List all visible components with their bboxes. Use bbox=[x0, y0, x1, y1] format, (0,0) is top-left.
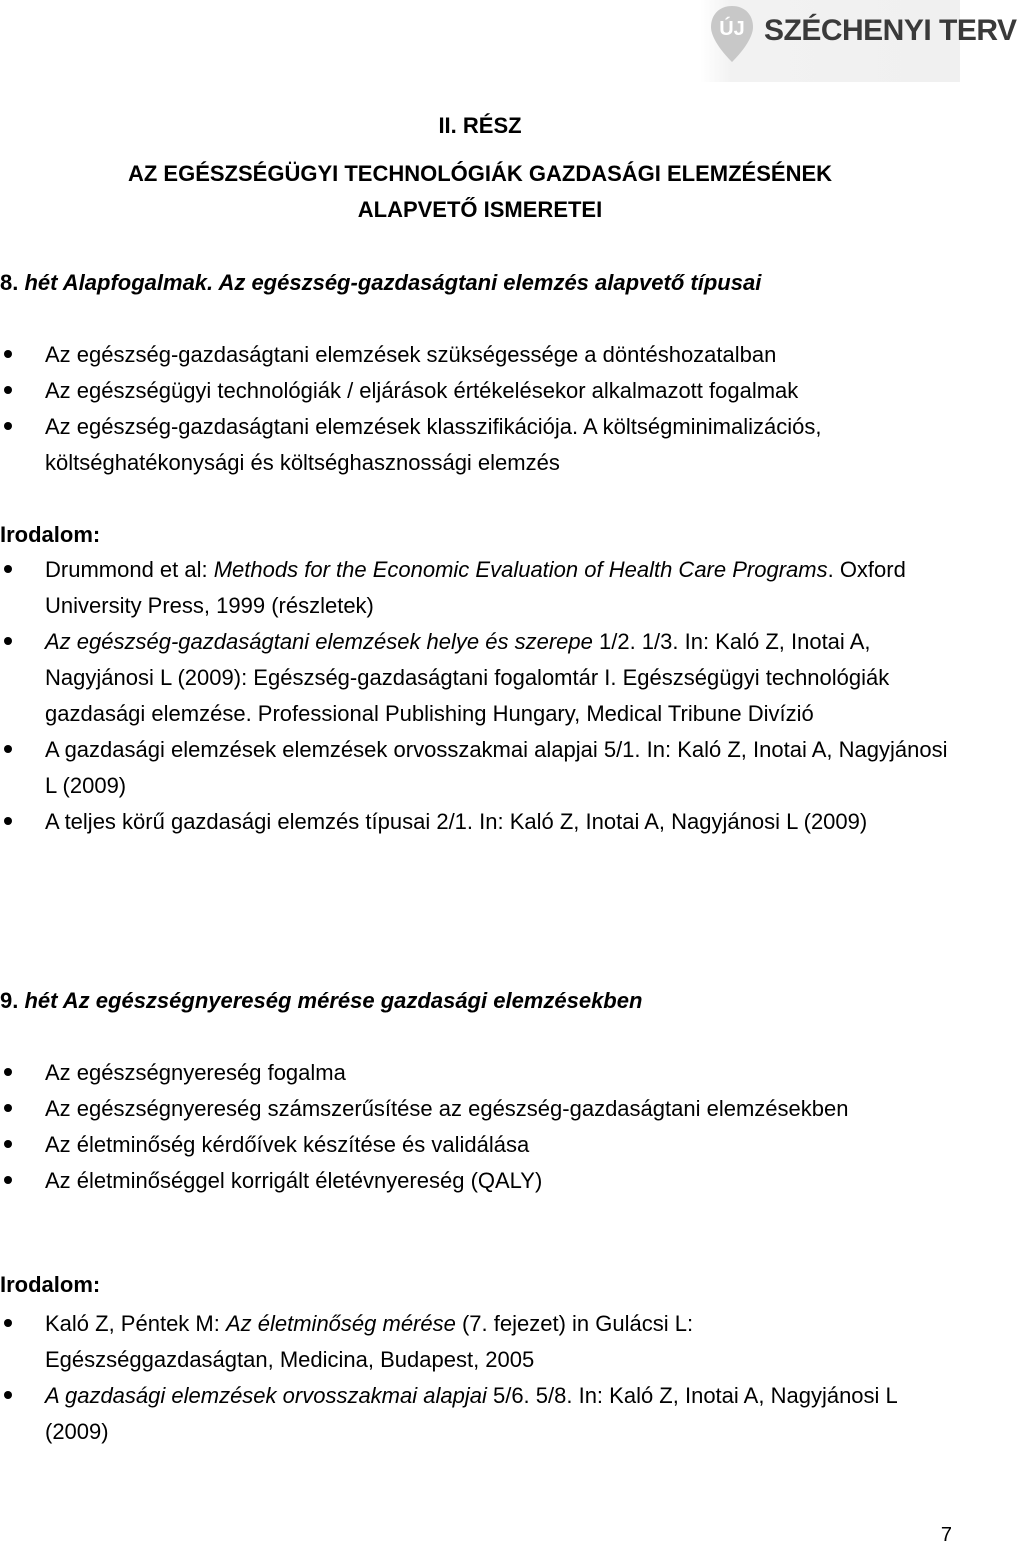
main-title-line1: AZ EGÉSZSÉGÜGYI TECHNOLÓGIÁK GAZDASÁGI ELEMZÉSÉNEK bbox=[127, 161, 833, 186]
szechenyi-terv-logo bbox=[700, 0, 1017, 82]
list-item: Az egészség-gazdaságtani elemzések szükségessége a döntéshozatalban bbox=[0, 337, 920, 373]
main-title-line2: ALAPVETŐ ISMERETEI bbox=[357, 197, 603, 222]
list-item: Az egészségnyereség fogalma bbox=[0, 1055, 860, 1091]
list-item: Drummond et al: Methods for the Economic Evaluation of Health Care Programs. Oxford University Press, 1999 (részletek) bbox=[0, 552, 960, 624]
list-item: Az egészségnyereség számszerűsítése az egészség-gazdaságtani elemzésekben bbox=[0, 1091, 860, 1127]
list-item: A gazdasági elemzések elemzések orvosszakmai alapjai 5/1. In: Kaló Z, Inotai A, Nagyjánosi L (2009) bbox=[0, 732, 960, 804]
week9-number: 9. bbox=[0, 988, 19, 1013]
logo-mark: ÚJ bbox=[719, 18, 745, 40]
week8-title: hét Alapfogalmak. Az egészség-gazdaságtani elemzés alapvető típusai bbox=[24, 270, 762, 295]
week8-number: 8. bbox=[0, 270, 19, 295]
list-item: Az egészség-gazdaságtani elemzések helye és szerepe 1/2. 1/3. In: Kaló Z, Inotai A, Nagyjánosi L (2009): Egészség-gazdaságtani fogalomtár I. Egészségügyi technológiák gazdasági elemzése. Professional Publishing Hungary, Medical Tribune Divízió bbox=[0, 624, 960, 732]
list-item: Az egészségügyi technológiák / eljárások értékelésekor alkalmazott fogalmak bbox=[0, 373, 920, 409]
week9-topic-list bbox=[0, 1055, 860, 1199]
logo-brand: SZÉCHENYI TERV bbox=[764, 14, 1017, 47]
week9-title: hét Az egészségnyereség mérése gazdasági elemzésekben bbox=[24, 988, 643, 1013]
week8-heading bbox=[0, 270, 761, 296]
list-item: Az egészség-gazdaságtani elemzések klasszifikációja. A költségminimalizációs, költséghatékonysági és költséghasznossági elemzés bbox=[0, 409, 920, 481]
list-item: A gazdasági elemzések orvosszakmai alapjai 5/6. 5/8. In: Kaló Z, Inotai A, Nagyjánosi L (2009) bbox=[0, 1378, 900, 1450]
week8-literature-label: Irodalom: bbox=[0, 522, 101, 547]
page-number: 7 bbox=[940, 1524, 952, 1546]
week8-literature-list bbox=[0, 552, 960, 840]
list-item: Az életminőséggel korrigált életévnyereség (QALY) bbox=[0, 1163, 860, 1199]
week9-heading bbox=[0, 988, 642, 1014]
week8-topic-list bbox=[0, 337, 920, 481]
list-item: Kaló Z, Péntek M: Az életminőség mérése (7. fejezet) in Gulácsi L: Egészséggazdaságtan, Medicina, Budapest, 2005 bbox=[0, 1306, 900, 1378]
week9-literature-label: Irodalom: bbox=[0, 1272, 101, 1297]
week9-literature-list bbox=[0, 1306, 900, 1450]
list-item: A teljes körű gazdasági elemzés típusai 2/1. In: Kaló Z, Inotai A, Nagyjánosi L (2009) bbox=[0, 804, 960, 840]
part-title: II. RÉSZ bbox=[438, 113, 522, 138]
list-item: Az életminőség kérdőívek készítése és validálása bbox=[0, 1127, 860, 1163]
